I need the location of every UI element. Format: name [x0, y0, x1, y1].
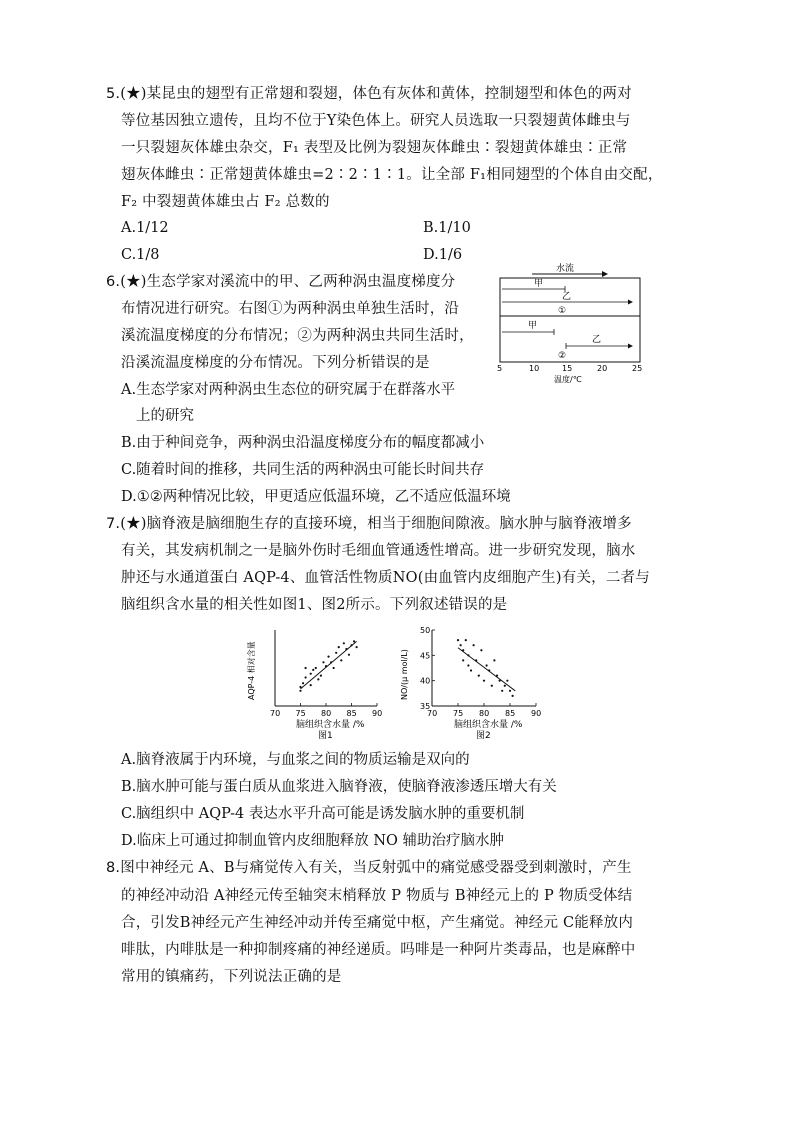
chart-1-svg [245, 622, 385, 740]
q6-option-a-cont: 上的研究 [136, 408, 194, 424]
p2-species2-label: 乙 [592, 335, 602, 345]
x-tick-label: 85 [346, 709, 357, 718]
y-tick-label: 45 [420, 651, 431, 661]
x-tick-label: 75 [453, 709, 464, 718]
q7-option-d[interactable]: D.临床上可通过抑制血管内皮细胞释放 NO 辅助治疗脑水肿 [121, 833, 505, 849]
q6-line-1: 6.(★)生态学家对溪流中的甲、乙两种涡虫温度梯度分 [106, 274, 456, 290]
data-point [320, 675, 322, 677]
q6-xlabel: 温度/℃ [554, 375, 582, 384]
data-point [305, 667, 307, 669]
x-tick-label: 80 [321, 709, 332, 718]
data-point [470, 669, 472, 671]
q6-xtick-5: 5 [497, 364, 503, 373]
q5-option-a[interactable]: A.1/12 [121, 220, 169, 236]
q5-number: 5. [106, 86, 121, 102]
data-point [506, 680, 508, 682]
x-tick-label: 90 [372, 709, 383, 718]
y-tick-label: 40 [420, 676, 431, 686]
q7-option-a[interactable]: A.脑脊液属于内环境，与血浆之间的物质运输是双向的 [121, 752, 470, 768]
panel2-label: ② [558, 351, 567, 361]
q7-line-2: 有关，其发病机制之一是脑外伤时毛细血管通透性增高。进一步研究发现，脑水 [121, 543, 636, 559]
y-axis-label: AQP-4 相对含量 [247, 641, 256, 700]
data-point [462, 659, 464, 661]
q6-number: 6. [106, 274, 121, 290]
q5-line-3: 一只裂翅灰体雄虫杂交，F₁ 表型及比例为裂翅灰体雌虫∶裂翅黄体雄虫∶正常 [121, 140, 628, 156]
q5-line-5: F₂ 中裂翅黄体雄虫占 F₂ 总数的 [121, 194, 330, 210]
data-point [305, 676, 307, 678]
data-point [327, 656, 329, 658]
q8-number: 8. [106, 860, 121, 876]
data-point [312, 669, 314, 671]
data-point [348, 654, 350, 656]
q6-flow-label: 水流 [556, 264, 575, 274]
data-point [509, 690, 511, 692]
data-point [465, 639, 467, 641]
q7-star: (★) [120, 516, 147, 532]
data-point [504, 685, 506, 687]
data-point [302, 682, 304, 684]
y-tick-label: 50 [420, 626, 431, 635]
x-tick-label: 70 [270, 709, 281, 718]
trend-line [301, 641, 357, 689]
p2-species1-label: 甲 [528, 321, 538, 331]
data-point [322, 661, 324, 663]
data-point [478, 675, 480, 677]
q5-line-1: 5.(★)某昆虫的翅型有正常翅和裂翅，体色有灰体和黄体，控制翅型和体色的两对 [106, 86, 632, 102]
q6-option-d[interactable]: D.①②两种情况比较，甲更适应低温环境，乙不适应低温环境 [121, 489, 511, 505]
data-point [356, 646, 358, 648]
q6-xtick-20: 20 [597, 364, 608, 373]
p1-species1-label: 甲 [534, 279, 544, 289]
q6-frame [500, 278, 640, 362]
q7-option-c[interactable]: C.脑组织中 AQP-4 表达水平升高可能是诱发脑水肿的重要机制 [121, 806, 525, 822]
q5-line-2: 等位基因独立遗传，且均不位于Y染色体上。研究人员选取一只裂翅黄体雌虫与 [121, 113, 631, 129]
x-tick-label: 70 [427, 709, 438, 718]
q5-line-4: 翅灰体雌虫∶正常翅黄体雄虫=2∶2∶1∶1。让全部 F₁相同翅型的个体自由交配， [121, 167, 663, 183]
q7-line-4: 脑组织含水量的相关性如图1、图2所示。下列叙述错误的是 [121, 597, 508, 613]
q5-option-d[interactable]: D.1/6 [423, 247, 463, 263]
q7-number: 7. [106, 516, 121, 532]
x-axis-label: 脑组织含水量 /% [454, 720, 523, 730]
data-point [333, 667, 335, 669]
data-point [340, 659, 342, 661]
q8-line-5: 常用的镇痛药，下列说法正确的是 [121, 969, 342, 985]
data-point [310, 684, 312, 686]
data-point [501, 690, 503, 692]
data-point [317, 678, 319, 680]
data-point [483, 680, 485, 682]
q6-xtick-25: 25 [632, 364, 643, 373]
q6-option-a[interactable]: A.生态学家对两种涡虫生态位的研究属于在群落水平 [121, 382, 456, 398]
q8-line-3: 合，引发B神经元产生神经冲动并传至痛觉中枢，产生痛觉。神经元 C能释放内 [121, 915, 634, 931]
x-tick-label: 90 [531, 709, 542, 718]
chart-title: 图2 [476, 731, 491, 740]
chart-figure-1 [245, 622, 385, 740]
q8-line-1: 8.图中神经元 A、B与痛觉传入有关，当反射弧中的痛觉感受器受到刺激时，产生 [106, 860, 632, 876]
trend-line [458, 648, 515, 691]
data-point [338, 646, 340, 648]
data-point [460, 644, 462, 646]
data-point [299, 690, 301, 692]
data-point [486, 664, 488, 666]
q6-line-2: 布情况进行研究。右图①为两种涡虫单独生活时，沿 [121, 301, 460, 317]
chart-2-svg [400, 622, 545, 740]
x-tick-label: 75 [295, 709, 306, 718]
q7-line-3: 肿还与水通道蛋白 AQP-4、血管活性物质NO(由血管内皮细胞产生)有关，二者与 [121, 570, 650, 586]
q6-option-b[interactable]: B.由于种间竞争，两种涡虫沿温度梯度分布的幅度都减小 [121, 435, 485, 451]
data-point [493, 659, 495, 661]
q8-line-4: 啡肽，内啡肽是一种抑制疼痛的神经递质。吗啡是一种阿片类毒品，也是麻醉中 [121, 942, 636, 958]
flow-arrow-head [602, 271, 608, 277]
data-point [310, 673, 312, 675]
q8-line-2: 的神经冲动沿 A神经元传至轴突末梢释放 P 物质与 B神经元上的 P 物质受体结 [121, 888, 633, 904]
chart-title: 图1 [318, 731, 333, 740]
y-tick-label: 35 [420, 702, 431, 711]
q6-option-c[interactable]: C.随着时间的推移，共同生活的两种涡虫可能长时间共存 [121, 462, 485, 478]
data-point [491, 685, 493, 687]
q5-option-b[interactable]: B.1/10 [423, 220, 471, 236]
q6-xtick-15: 15 [562, 364, 573, 373]
data-point [315, 667, 317, 669]
q7-line-1: 7.(★)脑脊液是脑细胞生存的直接环境，相当于细胞间隙液。脑水肿与脑脊液增多 [106, 516, 632, 532]
data-point [335, 652, 337, 654]
data-point [512, 695, 514, 697]
data-point [473, 644, 475, 646]
q6-xtick-10: 10 [529, 364, 540, 373]
p1-species2-label: 乙 [562, 292, 572, 302]
data-point [353, 640, 355, 642]
q6-star: (★) [120, 274, 147, 290]
x-axis-label: 脑组织含水量 /% [296, 720, 365, 730]
data-point [480, 649, 482, 651]
q5-option-c[interactable]: C.1/8 [121, 247, 160, 263]
q6-line-4: 沿溪流温度梯度的分布情况。下列分析错误的是 [121, 355, 430, 371]
x-tick-label: 85 [505, 709, 516, 718]
data-point [457, 639, 459, 641]
x-tick-label: 80 [479, 709, 490, 718]
q6-figure [492, 262, 652, 384]
data-point [467, 664, 469, 666]
q7-option-b[interactable]: B.脑水肿可能与蛋白质从血浆进入脑脊液，使脑脊液渗透压增大有关 [121, 779, 557, 795]
panel1-label: ① [558, 306, 567, 316]
y-axis-label: NO/(μ mol/L) [400, 649, 409, 700]
data-point [343, 642, 345, 644]
q6-line-3: 溪流温度梯度的分布情况；②为两种涡虫共同生活时， [121, 328, 474, 344]
q5-star: (★) [120, 86, 147, 102]
chart-figure-2 [400, 622, 545, 740]
